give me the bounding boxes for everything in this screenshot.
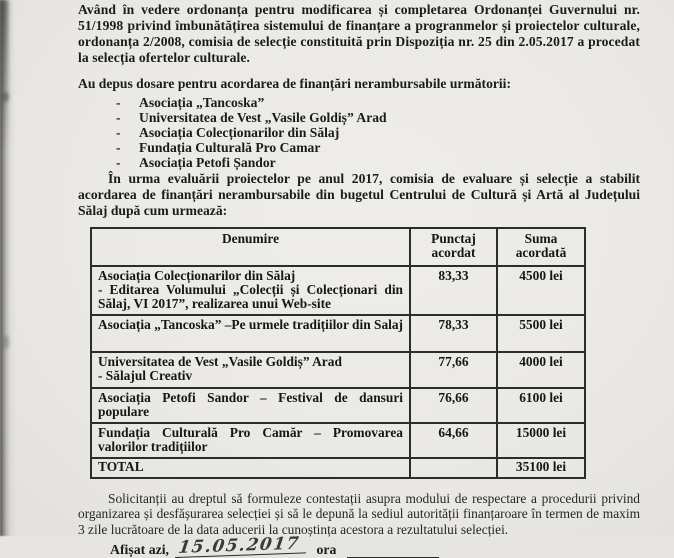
col-header-punctaj: Punctaj acordat [410, 228, 497, 265]
cell-denumire [91, 388, 410, 423]
org-name: Asociația Colecționarilor din Sălaj [98, 267, 296, 283]
handwritten-date: 15.05.2017 [175, 536, 309, 558]
table-header-row [91, 228, 585, 265]
project-detail: - Sălajul Creativ [98, 368, 193, 384]
cell-punctaj: 83,33 [410, 266, 497, 316]
scan-edge-shadow [0, 0, 16, 536]
cell-punctaj: 78,33 [410, 315, 497, 352]
cell-total-label: TOTAL [91, 458, 410, 477]
cell-suma: 4500 lei [497, 266, 585, 316]
applicant-list-item [116, 155, 640, 170]
cell-suma: 4000 lei [497, 352, 585, 387]
paragraph-ordinance: Având în vedere ordonanța pentru modificarea și completarea Ordonanței Guvernului nr. 51/1998 privind îmbunătățirea sistemului de finanțare a progranmelor și proiectelor culturale, ordonanța 2/2008, comisia de selecție constituită prin Dispoziția nr. 25 din 2.05.2017 a procedat la selecția ofertelor culturale. [78, 2, 640, 65]
cell-denumire [91, 423, 410, 458]
cell-denumire [91, 315, 410, 352]
org-name: Universitatea de Vest „Vasile Goldiș” Arad [98, 354, 342, 370]
cell-denumire [91, 352, 410, 387]
paragraph-evaluation-result: În urma evaluării proiectelor pe anul 2017, comisia de evaluare și selecție a stabilit acordarea de finanțări nerambursabile din bugetul Centrului de Cultură și Artă al Județului Sălaj după cum urmează: [78, 171, 640, 219]
table-row [91, 388, 585, 423]
cell-total-suma: 35100 lei [497, 458, 585, 477]
cell-punctaj: 64,66 [410, 423, 497, 458]
table-row [91, 315, 585, 352]
ora-label: ora [316, 542, 337, 558]
dash-bullet: - [116, 109, 121, 125]
applicant-name: Asociația Petofi Șandor [139, 155, 276, 170]
scan-artifact [2, 92, 9, 102]
cell-suma: 5500 lei [497, 315, 585, 352]
table-row [91, 352, 585, 387]
applicant-name: Asociația Colecționarilor din Sălaj [139, 124, 340, 140]
applicant-name: Asociația „Tancoska” [139, 94, 265, 110]
applicant-list-item [116, 95, 640, 110]
applicant-list-item [116, 110, 640, 125]
paragraph-applicants-intro: Au depus dosare pentru acordarea de finanțări nerambursabile următorii: [78, 75, 511, 91]
cell-denumire [91, 266, 410, 316]
org-name: Asociația Petofi Sandor – Festival de dansuri populare [98, 389, 403, 419]
paragraph-contestation: Solicitanții au dreptul să formuleze contestații asupra modului de respectare a procedurii privind organizarea și desfășurarea selecției și să le depună la sediul autorității finanțaroare în termen de maxim 3 zile lucrătoare de la data aducerii la cunoștința acestora a rezultatului selecției. [78, 490, 640, 537]
table-total-row [91, 458, 585, 477]
cell-total-punctaj-empty [410, 458, 497, 477]
dash-bullet: - [116, 94, 121, 110]
dash-bullet: - [116, 155, 121, 170]
document-content [78, 2, 640, 558]
dash-bullet: - [116, 139, 121, 155]
afisat-label: Afișat azi, [110, 542, 170, 558]
applicant-name: Universitatea de Vest „Vasile Goldiș” Arad [139, 109, 387, 125]
table-row [91, 266, 585, 316]
funding-table [90, 227, 586, 478]
org-name: Fundația Culturală Pro Camăr – Promovarea valorilor tradițiilor [98, 424, 403, 455]
scan-artifact [3, 335, 9, 349]
cell-punctaj: 77,66 [410, 352, 497, 387]
cell-suma: 15000 lei [497, 423, 585, 458]
cell-punctaj: 76,66 [410, 388, 497, 423]
scan-corner-shadow [0, 0, 8, 150]
applicant-list-item [116, 140, 640, 155]
table-row [91, 423, 585, 458]
org-name: Asociația „Tancoska” –Pe urmele tradițiilor din Salaj [98, 317, 404, 333]
cell-suma: 6100 lei [497, 388, 585, 423]
dash-bullet: - [116, 124, 121, 140]
col-header-suma: Suma acordată [497, 228, 585, 265]
project-detail: - Editarea Volumului „Colecții și Colecționari din Sălaj, VI 2017”, realizarea unui Web-site [98, 281, 403, 311]
posted-date-line [110, 533, 640, 558]
applicants-list [78, 95, 640, 170]
applicant-name: Fundația Culturală Pro Camar [139, 139, 321, 155]
applicant-list-item [116, 125, 640, 140]
col-header-denumire: Denumire [91, 228, 410, 265]
hour-blank-line [347, 542, 439, 558]
